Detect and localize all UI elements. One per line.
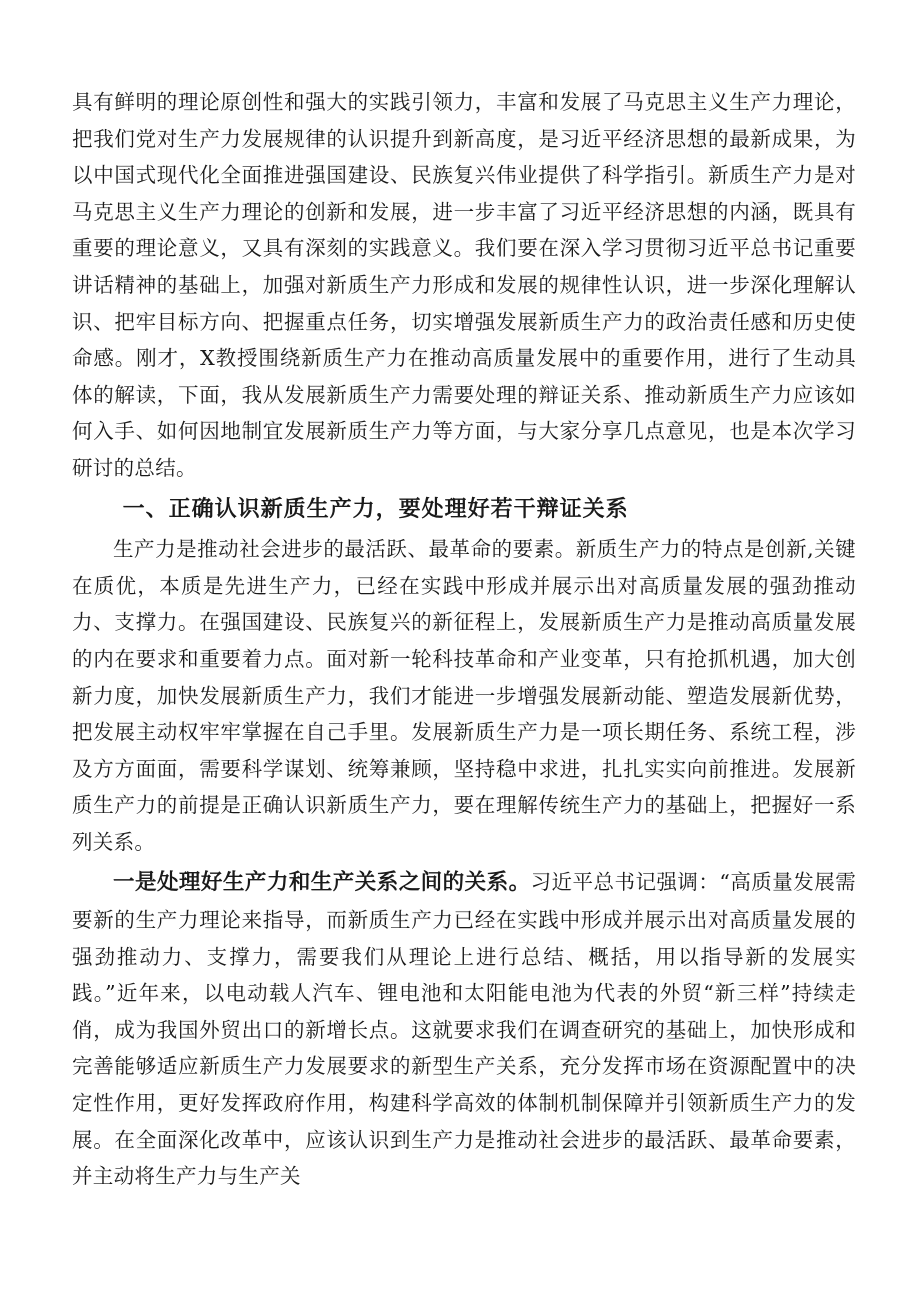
section-1-paragraph-1: 生产力是推动社会进步的最活跃、最革命的要素。新质生产力的特点是创新,关键在质优，本质是先进生产力，已经在实践中形成并展示出对高质量发展的强劲推动力、支撑力。在强国建设、民族复兴的新征程上，发展新质生产力是推动高质量发展的内在要求和重要着力点。面对新一轮科技革命和产业变革，只有抢抓机遇，加大创新力度，加快发展新质生产力，我们才能进一步增强发展新动能、塑造发展新优势，把发展主动权牢牢掌握在自己手里。发展新质生产力是一项长期任务、系统工程，涉及方方面面，需要科学谋划、统筹兼顾，坚持稳中求进，扎扎实实向前推进。发展新质生产力的前提是正确认识新质生产力，要在理解传统生产力的基础上，把握好一系列关系。 bbox=[72, 537, 856, 854]
section-1-paragraph-2 bbox=[72, 864, 856, 1194]
section-heading-1: 一、正确认识新质生产力，要处理好若干辩证关系 bbox=[122, 495, 629, 522]
paragraph-lead-bold: 一是处理好生产力和生产关系之间的关系。 bbox=[113, 870, 531, 896]
document-page bbox=[72, 84, 856, 1195]
paragraph-body: 习近平总书记强调：“高质量发展需要新的生产力理论来指导，而新质生产力已经在实践中形成并展示出对高质量发展的强劲推动力、支撑力，需要我们从理论上进行总结、概括，用以指导新的发展实践。”近年来，以电动载人汽车、锂电池和太阳能电池为代表的外贸“新三样”持续走俏，成为我国外贸出口的新增长点。这就要求我们在调查研究的基础上，加快形成和完善能够适应新质生产力发展要求的新型生产关系，充分发挥市场在资源配置中的决定性作用，更好发挥政府作用，构建科学高效的体制机制保障并引领新质生产力的发展。在全面深化改革中，应该认识到生产力是推动社会进步的最活跃、最革命要素，并主动将生产力与生产关 bbox=[72, 870, 857, 1189]
intro-paragraph: 具有鲜明的理论原创性和强大的实践引领力，丰富和发展了马克思主义生产力理论，把我们党对生产力发展规律的认识提升到新高度，是习近平经济思想的最新成果，为以中国式现代化全面推进强国建设、民族复兴伟业提供了科学指引。新质生产力是对马克思主义生产力理论的创新和发展，进一步丰富了习近平经济思想的内涵，既具有重要的理论意义，又具有深刻的实践意义。我们要在深入学习贯彻习近平总书记重要讲话精神的基础上，加强对新质生产力形成和发展的规律性认识，进一步深化理解认识、把牢目标方向、把握重点任务，切实增强发展新质生产力的政治责任感和历史使命感。刚才，X教授围绕新质生产力在推动高质量发展中的重要作用，进行了生动具体的解读，下面，我从发展新质生产力需要处理的辩证关系、推动新质生产力应该如何入手、如何因地制宜发展新质生产力等方面，与大家分享几点意见，也是本次学习研讨的总结。 bbox=[72, 90, 856, 480]
